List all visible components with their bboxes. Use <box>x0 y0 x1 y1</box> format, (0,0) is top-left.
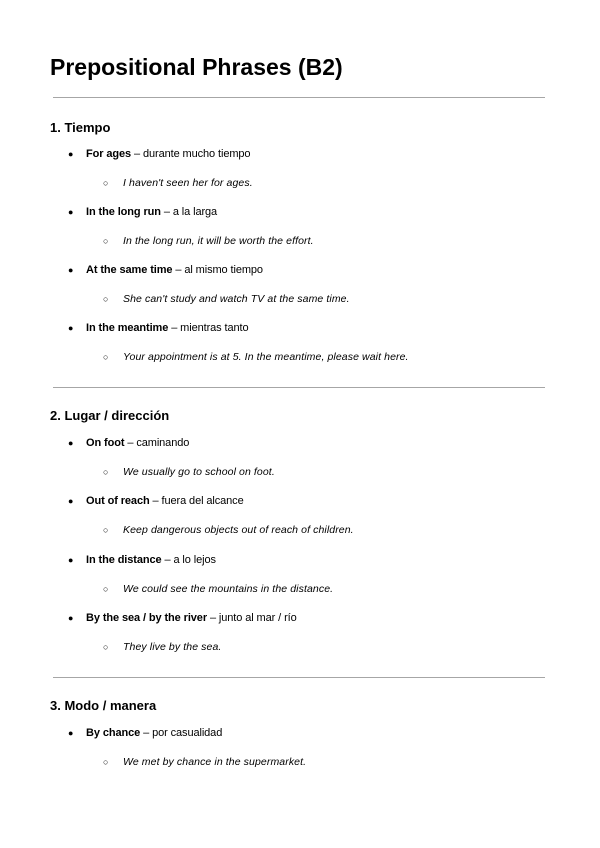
divider <box>53 97 545 98</box>
list-item <box>68 264 263 276</box>
term: By the sea / by the river <box>86 612 207 624</box>
meaning: – fuera del alcance <box>149 495 244 507</box>
bullet-icon: ● <box>68 728 74 738</box>
hollow-bullet-icon: ○ <box>103 584 109 594</box>
bullet-icon: ● <box>68 149 74 159</box>
example-item <box>103 235 314 247</box>
example-item <box>103 641 222 653</box>
list-item <box>68 437 190 449</box>
bullet-icon: ● <box>68 613 74 623</box>
divider <box>53 387 545 388</box>
meaning: – por casualidad <box>140 727 223 739</box>
example-text: We met by chance in the supermarket. <box>123 756 307 768</box>
term: In the meantime <box>86 322 169 334</box>
list-item <box>68 554 216 566</box>
list-item <box>68 727 223 739</box>
hollow-bullet-icon: ○ <box>103 352 109 362</box>
term: For ages <box>86 148 132 160</box>
divider <box>53 677 545 678</box>
term: At the same time <box>86 264 173 276</box>
bullet-icon: ● <box>68 265 74 275</box>
example-text: Your appointment is at 5. In the meantime, please wait here. <box>123 351 409 363</box>
hollow-bullet-icon: ○ <box>103 294 109 304</box>
example-item <box>103 177 253 189</box>
hollow-bullet-icon: ○ <box>103 757 109 767</box>
example-text: She can't study and watch TV at the same time. <box>123 293 350 305</box>
example-item <box>103 524 354 536</box>
term: By chance <box>86 727 141 739</box>
term: On foot <box>86 437 125 449</box>
section-heading-tiempo: 1. Tiempo <box>50 120 111 135</box>
term: In the long run <box>86 206 161 218</box>
list-item <box>68 495 244 507</box>
meaning: – mientras tanto <box>168 322 249 334</box>
bullet-icon: ● <box>68 323 74 333</box>
hollow-bullet-icon: ○ <box>103 642 109 652</box>
example-text: I haven't seen her for ages. <box>123 177 253 189</box>
example-text: They live by the sea. <box>123 641 222 653</box>
list-item <box>68 206 218 218</box>
page-title: Prepositional Phrases (B2) <box>50 54 343 80</box>
bullet-icon: ● <box>68 438 74 448</box>
bullet-icon: ● <box>68 207 74 217</box>
example-item <box>103 351 409 363</box>
hollow-bullet-icon: ○ <box>103 525 109 535</box>
example-item <box>103 293 350 305</box>
section-heading-modo: 3. Modo / manera <box>50 698 157 713</box>
bullet-icon: ● <box>68 555 74 565</box>
example-text: We could see the mountains in the distance. <box>123 583 334 595</box>
meaning: – al mismo tiempo <box>172 264 263 276</box>
meaning: – caminando <box>124 437 190 449</box>
example-item <box>103 583 334 595</box>
list-item <box>68 322 249 334</box>
example-text: We usually go to school on foot. <box>123 466 275 478</box>
section-heading-lugar: 2. Lugar / dirección <box>50 408 170 423</box>
bullet-icon: ● <box>68 496 74 506</box>
list-item <box>68 148 251 160</box>
meaning: – a la larga <box>160 206 218 218</box>
hollow-bullet-icon: ○ <box>103 178 109 188</box>
example-item <box>103 756 307 768</box>
term: Out of reach <box>86 495 150 507</box>
hollow-bullet-icon: ○ <box>103 236 109 246</box>
example-text: Keep dangerous objects out of reach of children. <box>123 524 354 536</box>
list-item <box>68 612 297 624</box>
example-item <box>103 466 275 478</box>
meaning: – junto al mar / río <box>207 612 297 624</box>
hollow-bullet-icon: ○ <box>103 467 109 477</box>
example-text: In the long run, it will be worth the effort. <box>123 235 314 247</box>
term: In the distance <box>86 554 162 566</box>
meaning: – durante mucho tiempo <box>131 148 251 160</box>
meaning: – a lo lejos <box>161 554 216 566</box>
